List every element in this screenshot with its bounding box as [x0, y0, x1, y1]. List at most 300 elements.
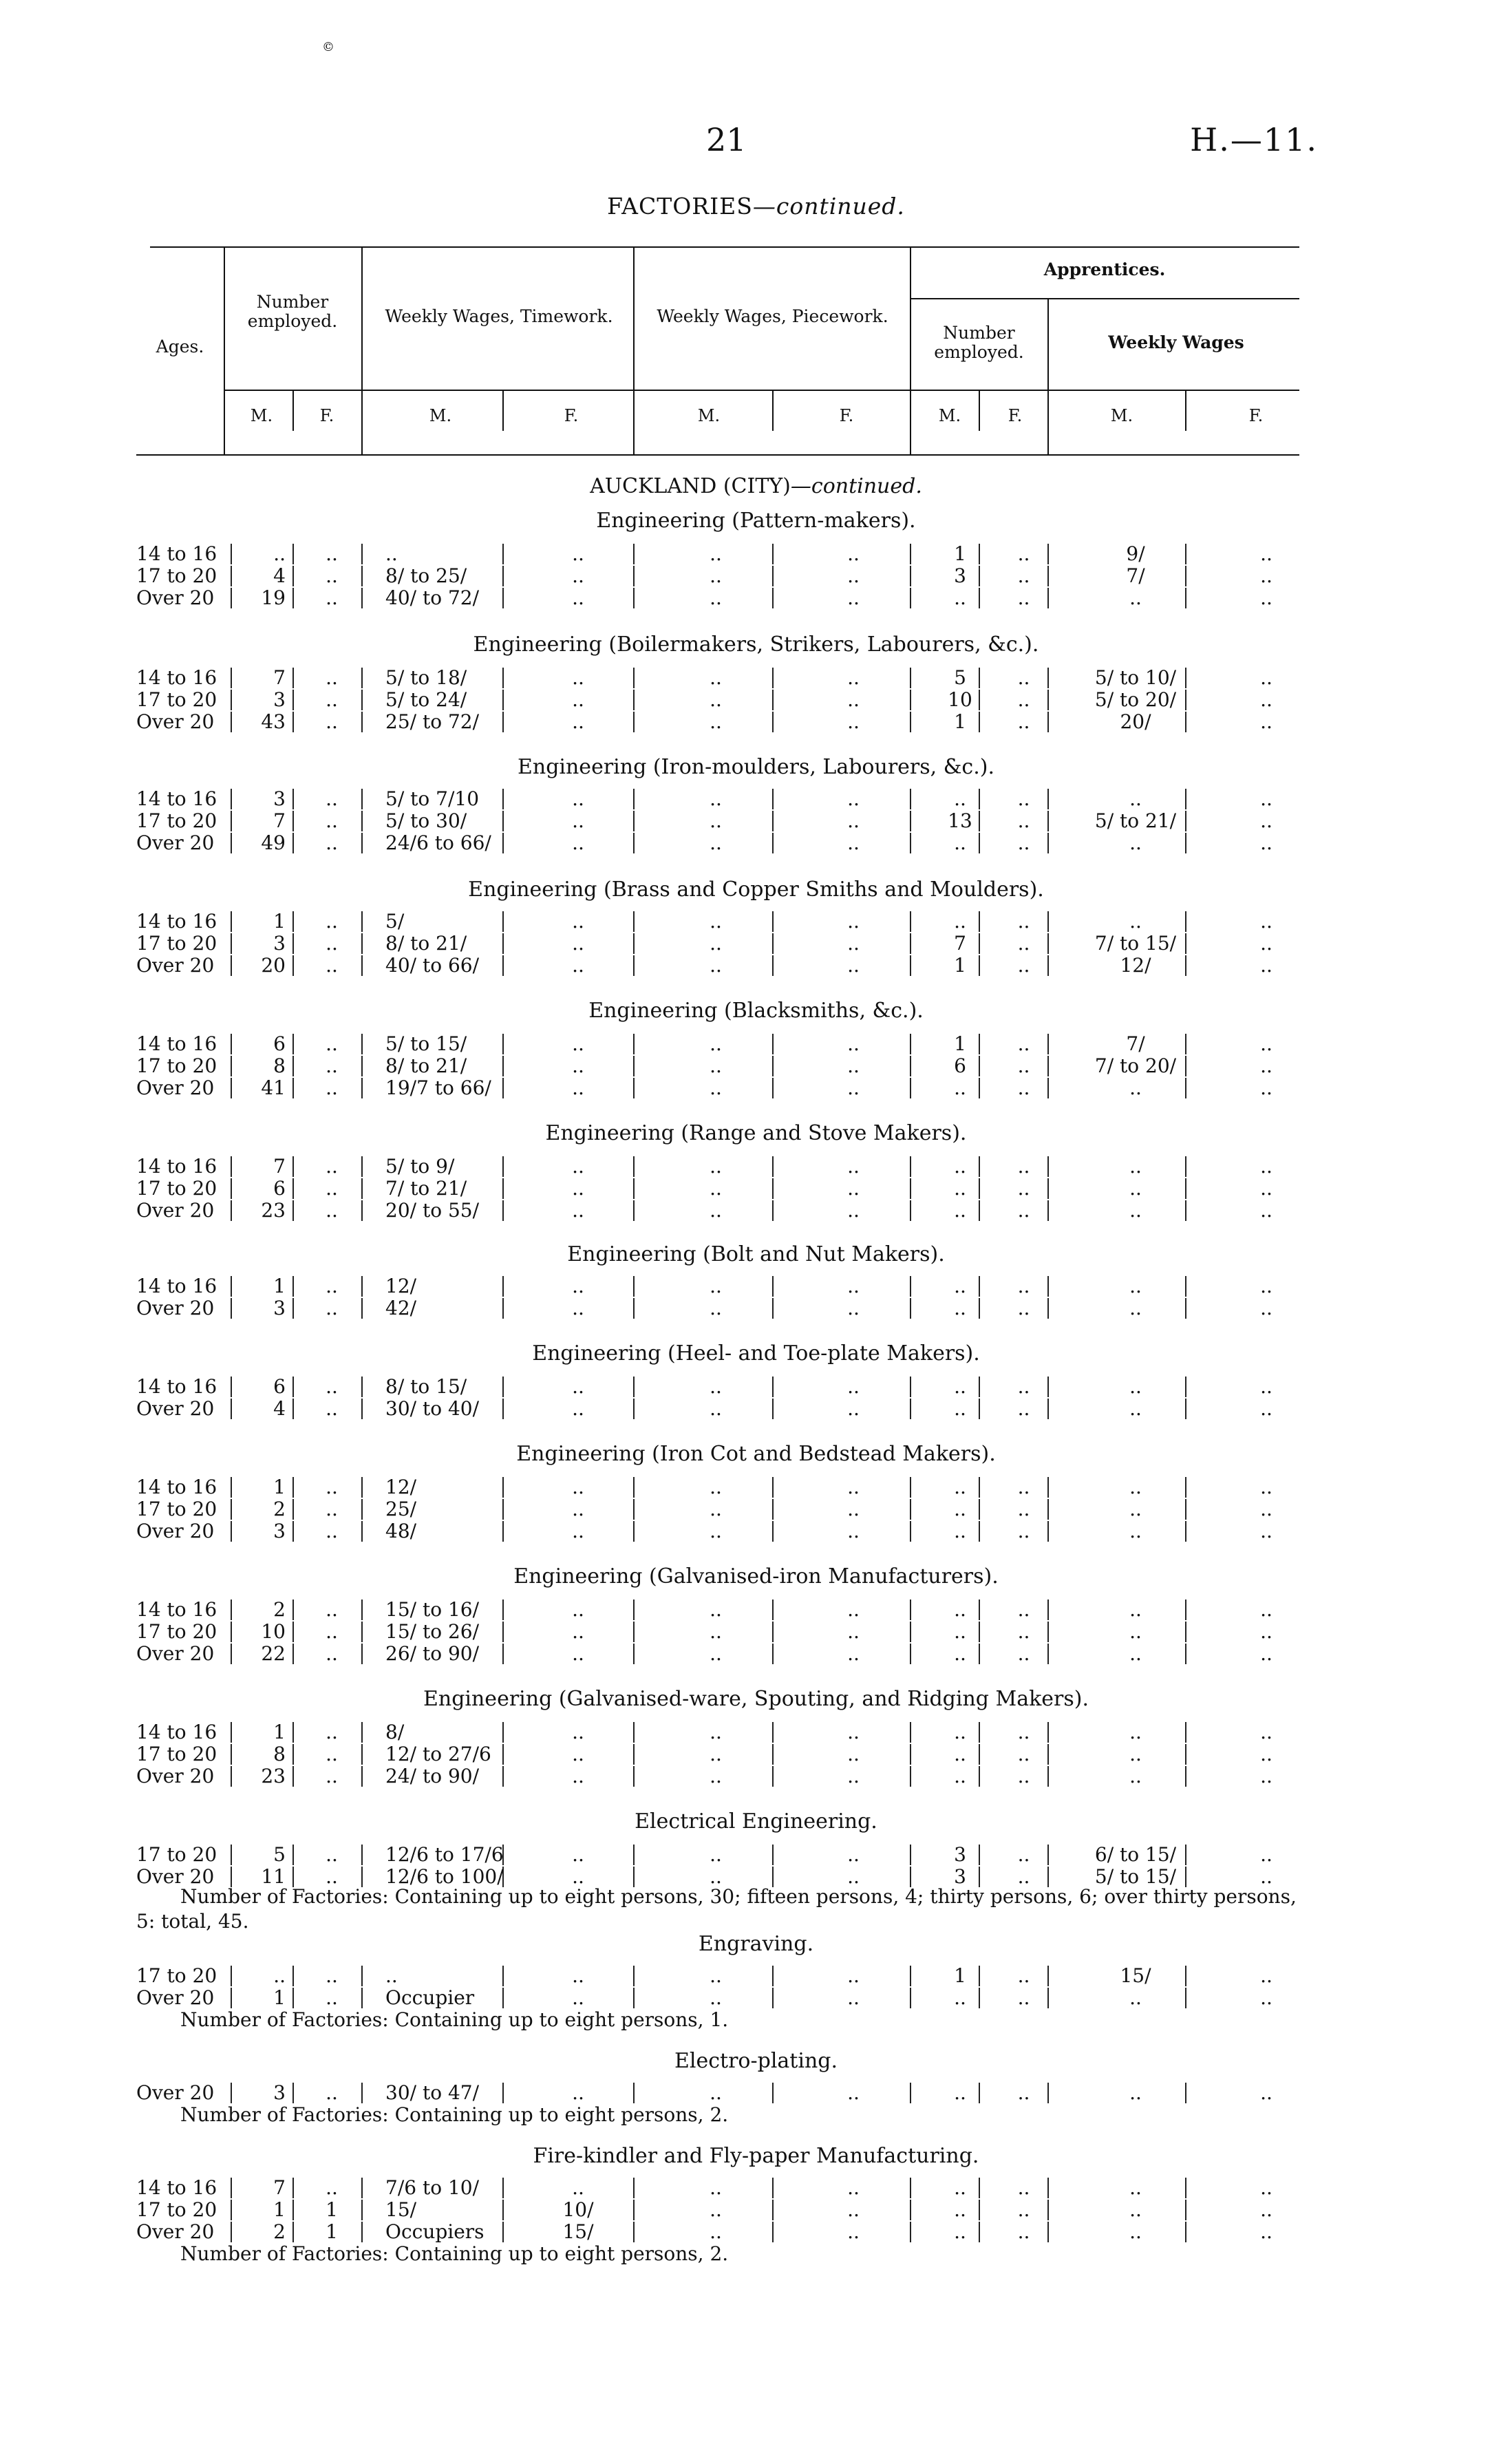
piecework-men-cell: ..: [710, 1765, 722, 1787]
piecework-men-cell: ..: [710, 1964, 722, 1987]
women-employed-cell: ..: [326, 831, 338, 854]
piecework-women-cell: ..: [847, 1843, 860, 1866]
men-employed-cell: 49: [261, 831, 286, 854]
age-cell: 14 to 16: [136, 1375, 217, 1398]
column-rule: [1047, 690, 1049, 710]
age-cell: Over 20: [136, 831, 215, 854]
piecework-men-cell: ..: [710, 1721, 722, 1743]
apprentice-wages-women-cell: ..: [1260, 1397, 1273, 1420]
column-rule: [633, 1056, 635, 1076]
timework-men-cell: 24/ to 90/: [385, 1765, 480, 1787]
timework-women-cell: ..: [572, 2081, 584, 2104]
column-rule: [361, 1056, 363, 1076]
piecework-men-cell: ..: [710, 809, 722, 832]
apprentice-wages-women-cell: ..: [1260, 1986, 1273, 2009]
column-rule: [1047, 1056, 1049, 1076]
column-rule: [772, 1156, 774, 1177]
women-employed-cell: ..: [326, 1297, 338, 1319]
apprentice-women-cell: ..: [1017, 586, 1030, 609]
apprentice-wages-men-cell: ..: [1129, 1297, 1142, 1319]
column-rule: [292, 588, 294, 608]
column-rule: [231, 1644, 232, 1664]
column-rule: [910, 955, 911, 976]
men-employed-cell: ..: [273, 1964, 286, 1987]
apprentice-women-cell: ..: [1017, 1275, 1030, 1297]
timework-women-cell: ..: [572, 1620, 584, 1643]
timework-men-cell: 15/ to 26/: [385, 1620, 480, 1643]
apprentice-men-cell: 3: [954, 1843, 966, 1866]
age-cell: 14 to 16: [136, 666, 217, 689]
apprentice-wages-women-cell: ..: [1260, 910, 1273, 933]
piecework-women-cell: ..: [847, 954, 860, 977]
column-rule: [361, 2083, 363, 2103]
column-rule: [231, 1966, 232, 1986]
apprentice-women-cell: ..: [1017, 710, 1030, 733]
column-rule: [292, 833, 294, 853]
col-apprentice-wages: Weekly Wages: [1108, 332, 1244, 352]
women-employed-cell: ..: [326, 1199, 338, 1222]
column-rule: [231, 955, 232, 976]
column-rule: [1047, 544, 1049, 564]
column-rule: [361, 811, 363, 831]
column-rule: [910, 2083, 911, 2103]
column-rule: [292, 1276, 294, 1297]
column-rule: [292, 1178, 294, 1199]
col-ages: Ages.: [156, 337, 204, 357]
apprentice-wages-women-cell: ..: [1260, 1843, 1273, 1866]
apprentice-wages-men-cell: 7/ to 15/: [1094, 932, 1177, 955]
apprentice-wages-men-cell: ..: [1129, 2176, 1142, 2199]
apprentice-women-cell: ..: [1017, 1743, 1030, 1765]
timework-women-cell: ..: [572, 1054, 584, 1077]
column-rule: [361, 712, 363, 732]
timework-women-cell: ..: [572, 1032, 584, 1055]
column-rule: [772, 1966, 774, 1986]
men-employed-cell: 3: [273, 688, 286, 711]
men-employed-cell: 1: [273, 1476, 286, 1498]
women-employed-cell: ..: [326, 586, 338, 609]
age-cell: 14 to 16: [136, 1476, 217, 1498]
apprentice-men-cell: ..: [954, 2220, 966, 2243]
apprentice-wages-women-cell: ..: [1260, 1498, 1273, 1520]
column-rule: [1047, 789, 1049, 809]
column-rule: [633, 1766, 635, 1787]
men-employed-cell: 4: [273, 564, 286, 587]
apprentice-men-cell: ..: [954, 1397, 966, 1420]
piecework-men-cell: ..: [710, 1642, 722, 1665]
column-rule: [292, 1200, 294, 1221]
age-cell: 17 to 20: [136, 564, 217, 587]
column-rule: [910, 1200, 911, 1221]
piecework-men-cell: ..: [710, 542, 722, 565]
section-heading: Engineering (Boilermakers, Strikers, Labourers, &c.).: [473, 633, 1039, 657]
col-number-employed: Number employed.: [247, 292, 338, 331]
piecework-men-cell: ..: [710, 932, 722, 955]
women-employed-cell: ..: [326, 1520, 338, 1542]
apprentice-men-cell: 6: [954, 1054, 966, 1077]
column-rule: [361, 1156, 363, 1177]
column-rule: [231, 544, 232, 564]
column-rule: [1047, 2083, 1049, 2103]
women-employed-cell: ..: [326, 932, 338, 955]
column-rule: [772, 690, 774, 710]
column-rule: [910, 1078, 911, 1098]
column-rule: [1047, 566, 1049, 586]
apprentice-women-cell: ..: [1017, 564, 1030, 587]
men-employed-cell: 43: [261, 710, 286, 733]
table-row: [0, 2081, 1512, 2105]
column-rule: [772, 1298, 774, 1319]
women-employed-cell: ..: [326, 1476, 338, 1498]
timework-women-cell: ..: [572, 2176, 584, 2199]
column-rule: [772, 1178, 774, 1199]
timework-women-cell: ..: [572, 1297, 584, 1319]
apprentice-wages-men-cell: ..: [1129, 1765, 1142, 1787]
apprentice-women-cell: ..: [1017, 1642, 1030, 1665]
column-rule: [292, 1521, 294, 1542]
piecework-men-cell: ..: [710, 710, 722, 733]
section-heading: Engineering (Galvanised-ware, Spouting, and Ridging Makers).: [423, 1687, 1089, 1711]
column-rule: [772, 1600, 774, 1620]
column-rule: [231, 1178, 232, 1199]
apprentice-wages-men-cell: ..: [1129, 1476, 1142, 1498]
column-rule: [910, 566, 911, 586]
piecework-women-cell: ..: [847, 1642, 860, 1665]
timework-men-cell: Occupier: [385, 1986, 475, 2009]
women-employed-cell: ..: [326, 1843, 338, 1866]
apprentice-women-cell: ..: [1017, 2220, 1030, 2243]
apprentice-wages-men-cell: 6/ to 15/: [1094, 1843, 1177, 1866]
timework-men-cell: 5/ to 9/: [385, 1155, 455, 1178]
piecework-men-cell: ..: [710, 1155, 722, 1178]
timework-women-cell: ..: [572, 564, 584, 587]
piecework-women-cell: ..: [847, 1155, 860, 1178]
piecework-women-cell: ..: [847, 688, 860, 711]
timework-women-cell: ..: [572, 710, 584, 733]
apprentice-wages-men-cell: ..: [1129, 586, 1142, 609]
timework-women-cell: 15/: [562, 2220, 594, 2243]
column-rule: [231, 1845, 232, 1865]
column-rule: [361, 1499, 363, 1520]
piecework-men-cell: ..: [710, 1375, 722, 1398]
apprentice-men-cell: ..: [954, 1765, 966, 1787]
timework-men-cell: 20/ to 55/: [385, 1199, 480, 1222]
column-rule: [772, 789, 774, 809]
apprentice-women-cell: ..: [1017, 910, 1030, 933]
age-cell: 17 to 20: [136, 1054, 217, 1077]
men-employed-cell: 10: [261, 1620, 286, 1643]
column-rule: [772, 811, 774, 831]
column-rule: [910, 1034, 911, 1054]
men-employed-cell: 3: [273, 932, 286, 955]
timework-women-cell: ..: [572, 688, 584, 711]
piecework-men-cell: ..: [710, 586, 722, 609]
section-heading: Engineering (Pattern-makers).: [596, 509, 916, 533]
column-rule: [292, 2083, 294, 2103]
column-rule: [292, 955, 294, 976]
column-rule: [1047, 1845, 1049, 1865]
women-employed-cell: ..: [326, 1177, 338, 1200]
timework-men-cell: 5/ to 24/: [385, 688, 467, 711]
column-rule: [1047, 2178, 1049, 2198]
column-rule: [231, 1276, 232, 1297]
column-rule: [231, 1499, 232, 1520]
column-rule: [292, 668, 294, 688]
apprentice-women-cell: ..: [1017, 666, 1030, 689]
column-rule: [231, 2083, 232, 2103]
col-m: M.: [429, 406, 452, 425]
piecework-women-cell: ..: [847, 1598, 860, 1621]
piecework-men-cell: ..: [710, 1297, 722, 1319]
stamp-mark: ©: [322, 40, 334, 54]
apprentice-wages-men-cell: ..: [1129, 1721, 1142, 1743]
piecework-men-cell: ..: [710, 1620, 722, 1643]
age-cell: 17 to 20: [136, 809, 217, 832]
column-rule: [1047, 1377, 1049, 1397]
timework-men-cell: 7/6 to 10/: [385, 2176, 480, 2199]
timework-women-cell: ..: [572, 586, 584, 609]
women-employed-cell: ..: [326, 1865, 338, 1888]
column-rule: [910, 789, 911, 809]
col-f: F.: [564, 406, 579, 425]
apprentice-men-cell: ..: [954, 1297, 966, 1319]
piecework-women-cell: ..: [847, 1986, 860, 2009]
women-employed-cell: 1: [326, 2198, 338, 2221]
timework-women-cell: ..: [572, 1765, 584, 1787]
men-employed-cell: 1: [273, 1986, 286, 2009]
timework-women-cell: ..: [572, 542, 584, 565]
piecework-men-cell: ..: [710, 666, 722, 689]
piecework-men-cell: ..: [710, 1520, 722, 1542]
table-row: [0, 831, 1512, 855]
apprentice-men-cell: ..: [954, 1620, 966, 1643]
men-employed-cell: 7: [273, 666, 286, 689]
column-rule: [1047, 1078, 1049, 1098]
page-number: 21: [706, 121, 747, 158]
column-rule: [292, 1966, 294, 1986]
section-heading: Electro-plating.: [674, 2049, 838, 2073]
column-rule: [1047, 1600, 1049, 1620]
apprentice-women-cell: ..: [1017, 1520, 1030, 1542]
timework-women-cell: ..: [572, 787, 584, 810]
apprentice-wages-men-cell: ..: [1129, 1375, 1142, 1398]
apprentice-wages-women-cell: ..: [1260, 809, 1273, 832]
column-rule: [231, 1744, 232, 1765]
age-cell: Over 20: [136, 954, 215, 977]
timework-women-cell: ..: [572, 1076, 584, 1099]
column-rule: [231, 833, 232, 853]
column-rule: [231, 1200, 232, 1221]
men-employed-cell: 23: [261, 1199, 286, 1222]
apprentice-women-cell: ..: [1017, 2081, 1030, 2104]
apprentice-women-cell: ..: [1017, 1598, 1030, 1621]
apprentice-wages-men-cell: 12/: [1120, 954, 1151, 977]
column-rule: [772, 2200, 774, 2220]
column-rule: [231, 1988, 232, 2008]
section-heading: Engineering (Heel- and Toe-plate Makers).: [532, 1341, 980, 1365]
column-rule: [633, 1521, 635, 1542]
apprentice-wages-women-cell: ..: [1260, 1297, 1273, 1319]
column-rule: [633, 1200, 635, 1221]
column-rule: [910, 1399, 911, 1419]
men-employed-cell: 3: [273, 1297, 286, 1319]
region-name: AUCKLAND (CITY): [590, 474, 791, 498]
apprentice-wages-women-cell: ..: [1260, 1076, 1273, 1099]
column-rule: [231, 1056, 232, 1076]
age-cell: 14 to 16: [136, 542, 217, 565]
women-employed-cell: ..: [326, 954, 338, 977]
apprentice-wages-women-cell: ..: [1260, 564, 1273, 587]
column-rule: [910, 1988, 911, 2008]
piecework-women-cell: ..: [847, 1520, 860, 1542]
apprentice-women-cell: ..: [1017, 1964, 1030, 1987]
men-employed-cell: 23: [261, 1765, 286, 1787]
timework-women-cell: ..: [572, 1843, 584, 1866]
apprentice-men-cell: 10: [948, 688, 972, 711]
apprentice-wages-women-cell: ..: [1260, 710, 1273, 733]
apprentice-men-cell: ..: [954, 2081, 966, 2104]
men-employed-cell: 1: [273, 2198, 286, 2221]
region-suffix: —continued.: [790, 474, 922, 498]
column-rule: [772, 2178, 774, 2198]
timework-women-cell: ..: [572, 1520, 584, 1542]
age-cell: 17 to 20: [136, 1498, 217, 1520]
column-rule: [633, 1499, 635, 1520]
table-row: [0, 932, 1512, 955]
men-employed-cell: 19: [261, 586, 286, 609]
apprentice-women-cell: ..: [1017, 1476, 1030, 1498]
factories-note: Number of Factories: Containing up to eight persons, 1.: [180, 2008, 729, 2031]
column-rule: [910, 1622, 911, 1642]
col-m: M.: [697, 406, 721, 425]
piecework-women-cell: ..: [847, 2176, 860, 2199]
piecework-women-cell: ..: [847, 1476, 860, 1498]
table-row: [0, 1199, 1512, 1222]
column-rule: [292, 1034, 294, 1054]
column-rule: [633, 789, 635, 809]
women-employed-cell: ..: [326, 666, 338, 689]
column-rule: [633, 2200, 635, 2220]
column-rule: [633, 1744, 635, 1765]
col-f: F.: [1248, 406, 1264, 425]
age-cell: Over 20: [136, 1076, 215, 1099]
column-rule: [231, 1034, 232, 1054]
column-rule: [231, 1722, 232, 1743]
column-rule: [231, 2178, 232, 2198]
apprentice-wages-women-cell: ..: [1260, 1375, 1273, 1398]
column-rule: [633, 1034, 635, 1054]
timework-men-cell: 8/ to 21/: [385, 1054, 467, 1077]
column-rule: [292, 712, 294, 732]
table-row: [0, 1743, 1512, 1766]
column-rule: [361, 1521, 363, 1542]
apprentice-wages-women-cell: ..: [1260, 1199, 1273, 1222]
apprentice-wages-women-cell: ..: [1260, 1598, 1273, 1621]
column-rule: [292, 1988, 294, 2008]
column-rule: [772, 1766, 774, 1787]
apprentice-wages-women-cell: ..: [1260, 1964, 1273, 1987]
piecework-women-cell: ..: [847, 710, 860, 733]
timework-men-cell: 25/: [385, 1498, 417, 1520]
column-rule: [633, 1966, 635, 1986]
table-row: [0, 1476, 1512, 1499]
table-row: [0, 666, 1512, 690]
apprentice-men-cell: ..: [954, 1986, 966, 2009]
apprentice-women-cell: ..: [1017, 1865, 1030, 1888]
apprentice-wages-women-cell: ..: [1260, 2176, 1273, 2199]
apprentice-women-cell: ..: [1017, 2176, 1030, 2199]
apprentice-men-cell: ..: [954, 1155, 966, 1178]
column-rule: [772, 668, 774, 688]
column-rule: [231, 712, 232, 732]
column-rule: [633, 1276, 635, 1297]
women-employed-cell: ..: [326, 809, 338, 832]
age-cell: Over 20: [136, 1642, 215, 1665]
column-rule: [772, 1988, 774, 2008]
column-rule: [1047, 588, 1049, 608]
apprentice-women-cell: ..: [1017, 2198, 1030, 2221]
title-suffix: —continued.: [752, 193, 905, 220]
apprentice-wages-men-cell: ..: [1129, 1199, 1142, 1222]
women-employed-cell: ..: [326, 1076, 338, 1099]
piecework-women-cell: ..: [847, 831, 860, 854]
column-rule: [231, 1477, 232, 1498]
column-rule: [633, 566, 635, 586]
apprentice-wages-men-cell: 7/: [1126, 1032, 1145, 1055]
timework-women-cell: ..: [572, 1155, 584, 1178]
column-rule: [1047, 1034, 1049, 1054]
column-rule: [231, 1766, 232, 1787]
women-employed-cell: ..: [326, 1032, 338, 1055]
women-employed-cell: ..: [326, 1765, 338, 1787]
column-rule: [1047, 1722, 1049, 1743]
apprentice-men-cell: ..: [954, 1076, 966, 1099]
column-rule: [1047, 1477, 1049, 1498]
table-row: [0, 1765, 1512, 1788]
table-row: [0, 1721, 1512, 1744]
piecework-men-cell: ..: [710, 1743, 722, 1765]
column-rule: [910, 2178, 911, 2198]
apprentice-men-cell: ..: [954, 586, 966, 609]
column-rule: [910, 833, 911, 853]
apprentice-wages-men-cell: 5/ to 15/: [1094, 1865, 1177, 1888]
men-employed-cell: 6: [273, 1177, 286, 1200]
column-rule: [910, 1056, 911, 1076]
column-rule: [361, 1477, 363, 1498]
column-rule: [910, 712, 911, 732]
timework-men-cell: 25/ to 72/: [385, 710, 480, 733]
women-employed-cell: ..: [326, 1986, 338, 2009]
column-rule: [772, 1399, 774, 1419]
piecework-men-cell: ..: [710, 954, 722, 977]
apprentice-men-cell: 7: [954, 932, 966, 955]
table-row: [0, 710, 1512, 734]
timework-women-cell: ..: [572, 1275, 584, 1297]
factories-note: Number of Factories: Containing up to eight persons, 2.: [180, 2242, 729, 2265]
column-rule: [633, 690, 635, 710]
age-cell: Over 20: [136, 1765, 215, 1787]
column-rule: [292, 2200, 294, 2220]
column-rule: [633, 955, 635, 976]
apprentice-women-cell: ..: [1017, 688, 1030, 711]
factories-note: Number of Factories: Containing up to eight persons, 30; fifteen persons, 4; thirty persons, 6; over thirty persons, 5: total, 45.: [136, 1885, 1297, 1933]
piecework-men-cell: ..: [710, 1986, 722, 2009]
apprentice-wages-women-cell: ..: [1260, 1032, 1273, 1055]
column-rule: [361, 1600, 363, 1620]
timework-women-cell: ..: [572, 1721, 584, 1743]
column-rule: [910, 911, 911, 932]
apprentice-women-cell: ..: [1017, 787, 1030, 810]
